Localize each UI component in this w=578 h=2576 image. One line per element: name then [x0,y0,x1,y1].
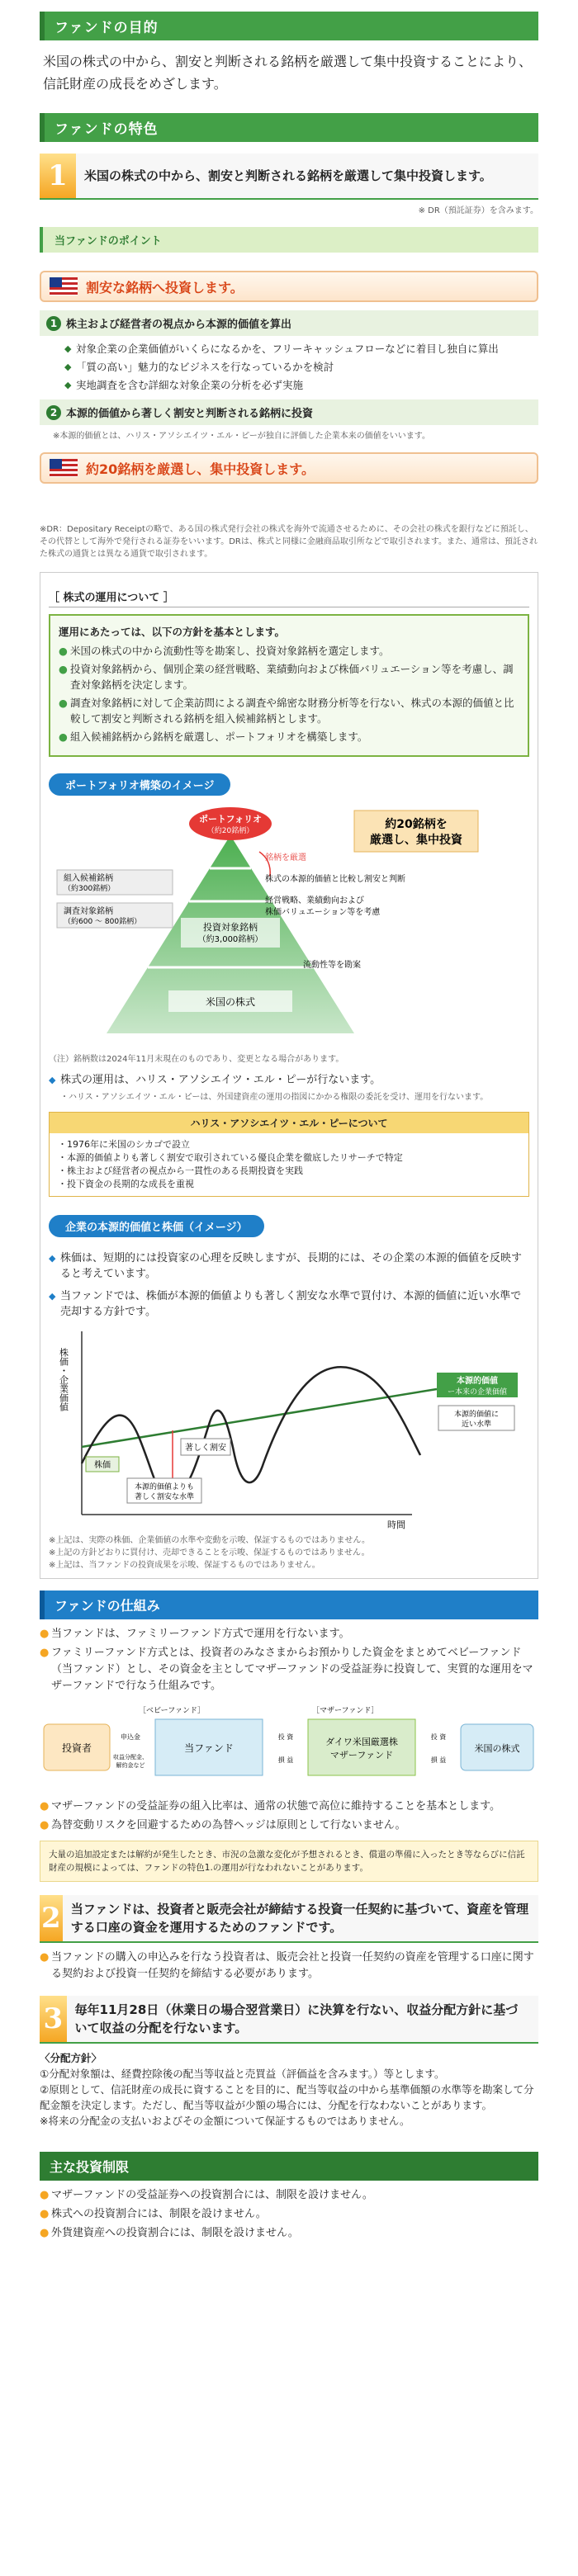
circle-number: 2 [46,405,61,420]
sub-heading-1 [40,310,538,336]
y-axis-label: 株価・企業価値 [58,1348,69,1411]
policy-note: ※将来の分配金の支払いおよびその金額について保証するものではありません。 [40,2115,410,2127]
flag-box-2 [40,452,538,484]
flag-title: 約20銘柄を厳選し、集中投資します。 [86,461,315,477]
investor-label: 投資者 [61,1742,92,1754]
redeem-label-2: 解約金など [116,1762,145,1769]
policy-heading: 〈分配方針〉 [40,2052,102,2064]
return-label: 損 益 [430,1756,447,1764]
list-item: ● 投資対象銘柄から、個別企業の経営戦略、業績動向および株価バリュエーション等を考慮し、調査対象銘柄を決定します。 [59,661,519,692]
list-item: ・1976年に米国のシカゴで設立 [58,1139,190,1150]
ops-box [40,572,538,1579]
list-item: ・株主および経営者の視点から一貫性のある長期投資を実践 [58,1165,303,1176]
feature-3 [40,1996,538,2044]
mechanism-title: ファンドの仕組み [40,1591,538,1619]
badge-line-1: 約20銘柄を [385,818,448,831]
feature-text: 当ファンドは、投資者と販売会社が締結する投資一任契約に基づいて、資産を管理する口座の資金を運用するためのファンドです。 [70,1902,529,1935]
candidate-count: （約300銘柄） [64,885,116,893]
mechanism-list-2 [40,1798,538,1834]
list-item: ◆ 対象企業の企業価値がいくらになるかを、フリーキャッシュフローなどに着目し独自に算出 [64,341,538,357]
pyramid-diagram [49,802,529,1050]
invest-label: 投 資 [277,1733,294,1741]
apply-label: 申込金 [121,1733,140,1741]
mechanism-list [40,1626,538,1694]
below-line-1: 本源的価値よりも [134,1483,195,1491]
invest-label: 投 資 [430,1733,447,1741]
intrinsic-label-1: 本源的価値 [457,1377,498,1386]
features-title: ファンドの特色 [40,113,538,142]
intrinsic-value-line [82,1389,437,1447]
point-label: 当ファンドのポイント [40,227,538,253]
mother-box [308,1719,415,1775]
harris-box-title: ハリス・アソシエイツ・エル・ピーについて [50,1113,528,1133]
below-line-2: 著しく割安な水準 [134,1493,195,1501]
value-pill: 企業の本源的価値と株価（イメージ） [49,1215,264,1237]
dr-note: ※DR：Depositary Receiptの略で、ある国の株式発行会社の株式を海外で流通させるために、その会社の株式を銀行などに預託し、その代替として海外で発行される証券をいいます。DRは、株式と同様に金融商品取引所などで取引されます。また、通常は、預託された株式の通貨とは異なる通貨で取引されます。 [40,525,538,559]
near-line-1: 本源的価値に [453,1411,500,1419]
harris-note: ・ハリス・アソシエイツ・エル・ピーは、外国建資産の運用の指図にかかる権限の委託を受け、運用を行ないます。 [60,1093,489,1102]
reason-1: 株式の本源的価値と比較し割安と判断 [265,875,405,884]
list-item: ◆ 実地調査を含む詳細な対象企業の分析を必ず実施 [64,377,538,393]
feature-1 [40,154,538,200]
survey-count: （約600 ～ 800銘柄） [64,918,142,926]
reason-3: 流動性等を勘案 [303,961,361,970]
list-item: ● 外貨建資産への投資割合には、制限を設けません。 [40,2225,538,2242]
mechanism-caution: 大量の追加設定または解約が発生したとき、市況の急激な変化が予想されるとき、償還の準備に入ったとき等ならびに信託財産の規模によっては、ファンドの特色1.の運用が行なわれないことがあります。 [40,1841,538,1882]
circle-number: 1 [46,316,61,331]
f2-list [40,1950,538,1983]
policy-item-1: ①分配対象額は、経費控除後の配当等収益と売買益（評価益を含みます。）等とします。 [40,2068,445,2080]
us-flag-icon [50,459,78,477]
list-item: ・本源的価値よりも著しく割安で取引されている優良企業を徹底したリサーチで特定 [58,1152,403,1163]
list-item: ● マザーファンドの受益証券への投資割合には、制限を設けません。 [40,2187,538,2204]
purpose-text: 米国の株式の中から、割安と判断される銘柄を厳選して集中投資することにより、信託財産の成長をめざします。 [43,54,533,92]
distribution-policy [40,2050,538,2129]
value-bullet-1: ◆ 株価は、短期的には投資家の心理を反映しますが、長期的には、その企業の本源的価値を反映すると考えています。 [49,1250,529,1282]
list-item: ● 調査対象銘柄に対して企業訪問による調査や綿密な財務分析等を行ない、株式の本源的価値と比較して割安と判断される銘柄を組入候補銘柄とします。 [59,695,519,726]
mother-line-1: ダイワ米国厳選株 [325,1737,398,1747]
value-note: ※上記は、当ファンドの投資成果を示唆、保証するものではありません。 [49,1561,320,1570]
mother-line-2: マザーファンド [329,1750,394,1761]
intrinsic-label-2: ー本来の企業価値 [447,1388,508,1397]
price-curve [82,1367,420,1496]
flag-title: 割安な銘柄へ投資します。 [86,279,244,295]
list-item: ● 為替変動リスクを回避するための為替ヘッジは原則として行ないません。 [40,1817,538,1834]
list-item: ● 米国の株式の中から流動性等を勘案し、投資対象銘柄を選定します。 [59,643,519,659]
sub-heading-text: 本源的価値から著しく割安と判断される銘柄に投資 [66,408,314,420]
baby-fund-label: 当ファンド [184,1742,234,1754]
harris-bullet: ◆ 株式の運用は、ハリス・アソシエイツ・エル・ピーが行ないます。 [49,1072,529,1088]
list-item: ◆ 「質の高い」魅力的なビジネスを行なっているかを検討 [64,359,538,375]
feature-number: 3 [40,1996,67,2042]
feature-number: 2 [40,1895,63,1941]
x-axis-label: 時間 [387,1520,405,1530]
value-bullet-2: ◆ 当ファンドでは、株価が本源的価値よりも著しく割安な水準で買付け、本源的価値に近い水準で売却する方針です。 [49,1288,529,1320]
price-label: 株価 [94,1461,111,1470]
reason-2b: 株価バリュエーション等を考慮 [265,908,381,917]
ops-heading: ［ 株式の運用について ］ [49,586,529,607]
mother-label: ［マザーファンド］ [312,1707,379,1715]
restrictions-title: 主な投資制限 [40,2152,538,2181]
ops-title: 運用にあたっては、以下の方針を基本とします。 [59,626,286,638]
value-note: ※上記は、実際の株価、企業価値の水準や変動を示唆、保証するものではありません。 [49,1536,370,1545]
sub-heading-text: 株主および経営者の視点から本源的価値を算出 [66,319,292,331]
portfolio-label: ポートフォリオ [198,814,263,825]
policy-item-2: ②原則として、信託財産の成長に資することを目的に、配当等収益の中から基準価額の水準等を勘案して分配金額を決定します。ただし、配当等収益が少額の場合には、分配を行なわないことがあります。 [40,2083,534,2111]
harris-box-body [50,1133,528,1196]
feature-text: 毎年11月28日（休業日の場合翌営業日）に決算を行ない、収益分配方針に基づいて収益の分配を行ないます。 [74,2002,519,2035]
pyramid-pill: ポートフォリオ構築のイメージ [49,773,230,796]
dr-footnote-mark: ※ DR（預託証券）を含みます。 [418,206,538,215]
list-item: ● 組入候補銘柄から銘柄を厳選し、ポートフォリオを構築します。 [59,729,519,744]
fund-flow-diagram [40,1699,538,1785]
target-label: 米国の株式 [474,1743,520,1754]
sub-heading-2 [40,399,538,425]
invest-label: 投資対象銘柄 [203,922,258,933]
list-item: ● 株式への投資割合には、制限を設けません。 [40,2206,538,2223]
cheap-label: 著しく割安 [185,1444,226,1453]
baby-label: ［ベビーファンド］ [139,1707,206,1715]
us-flag-icon [50,277,78,295]
invest-count: （約3,000銘柄） [197,935,263,944]
base-label: 米国の株式 [205,996,256,1008]
value-note: ※上記の方針どおりに買付け、売却できることを示唆、保証するものではありません。 [49,1548,370,1557]
feature-2 [40,1895,538,1943]
purpose-title: ファンドの目的 [40,12,538,40]
intrinsic-note: ※本源的価値とは、ハリス・アソシエイツ・エル・ピーが独自に評価した企業本来の価値をいいます。 [53,432,430,441]
list-item: ・投下資金の長期的な成長を重視 [58,1179,194,1189]
near-line-2: 近い水準 [461,1420,492,1429]
sub1-list [64,341,538,393]
survey-label: 調査対象銘柄 [64,907,113,916]
return-label: 損 益 [277,1756,294,1764]
pyramid-note: （注）銘柄数は2024年11月末現在のものであり、変更となる場合があります。 [49,1055,344,1064]
restrictions-list [40,2187,538,2242]
reason-2a: 経営戦略、業績動向および [265,896,364,905]
feature-text: 米国の株式の中から、割安と判断される銘柄を厳選して集中投資します。 [84,168,492,183]
list-item: ● ファミリーファンド方式とは、投資者のみなさまからお預かりした資金をまとめてベビーファンド（当ファンド）とし、その資金を主としてマザーファンドの受益証券に投資して、実質的な運用をマザーファンドで行なう仕組みです。 [40,1645,538,1694]
list-item: ● マザーファンドの受益証券の組入比率は、通常の状態で高位に維持することを基本とします。 [40,1798,538,1815]
harris-box [49,1112,529,1197]
portfolio-count: （約20銘柄） [206,827,254,835]
redeem-label-1: 収益分配金、 [113,1754,148,1761]
value-diagram [49,1323,529,1531]
ops-policy [49,614,529,757]
strict-label: 銘柄を厳選 [265,853,306,863]
badge-line-2: 厳選し、集中投資 [370,834,462,847]
candidate-label: 組入候補銘柄 [64,874,113,883]
list-item: ● 当ファンドは、ファミリーファンド方式で運用を行ないます。 [40,1626,538,1642]
list-item: ● 当ファンドの購入の申込みを行なう投資者は、販売会社と投資一任契約の資産を管理する口座に関する契約および投資一任契約を締結する必要があります。 [40,1950,538,1983]
feature-number: 1 [40,154,76,198]
flag-box-1 [40,271,538,302]
